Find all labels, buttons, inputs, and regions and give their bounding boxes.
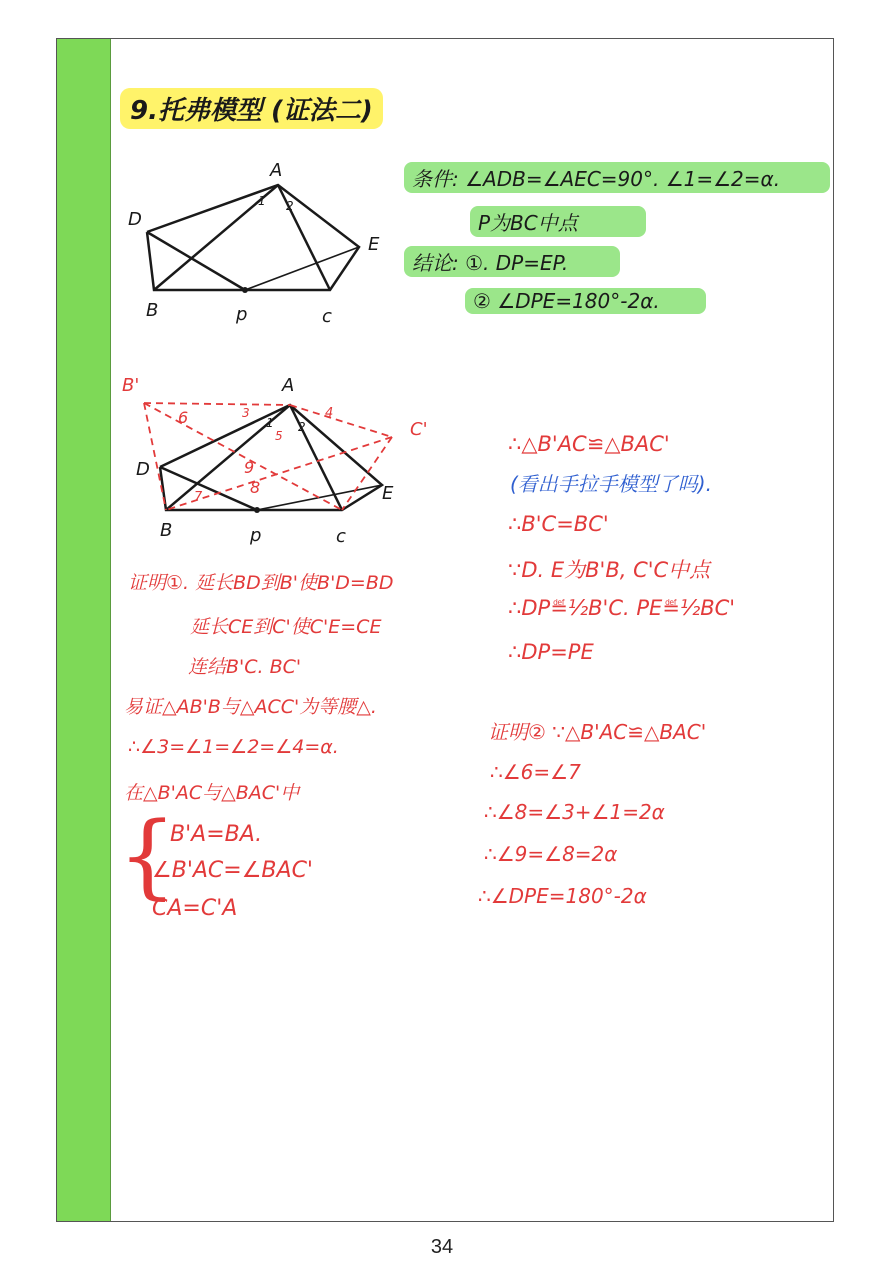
label-angle5: 5 <box>275 429 283 443</box>
label-d2: D <box>136 459 150 480</box>
label-b2: B <box>160 520 173 541</box>
right-proof-6: ∴DP=PE <box>508 640 594 664</box>
right-proof-5: ∴DP≝½B'C. PE≝½BC' <box>508 596 736 620</box>
right-proof-8: ∴∠6=∠7 <box>490 760 581 784</box>
right-proof-7: 证明② ∵△B'AC≌△BAC' <box>488 720 707 744</box>
label-b: B <box>146 300 159 321</box>
system-brace: { <box>118 802 177 909</box>
label-e: E <box>368 234 380 255</box>
label-angle8: 8 <box>250 478 261 497</box>
right-proof-10: ∴∠9=∠8=2α <box>484 842 618 866</box>
left-proof-5: ∴∠3=∠1=∠2=∠4=α. <box>128 736 339 758</box>
green-margin-bar <box>57 39 111 1221</box>
label-angle1b: 1 <box>266 416 274 430</box>
label-e2: E <box>382 483 394 504</box>
page-number: 34 <box>430 1236 454 1258</box>
label-c: c <box>322 306 332 327</box>
label-angle1: 1 <box>258 194 266 208</box>
condition-line-1: 条件: ∠ADB=∠AEC=90°. ∠1=∠2=α. <box>404 162 830 193</box>
segment-dp <box>147 232 245 290</box>
label-angle4: 4 <box>325 406 334 421</box>
right-proof-3: ∴B'C=BC' <box>508 512 609 536</box>
label-angle9: 9 <box>244 458 255 477</box>
segment-pe <box>245 247 359 290</box>
label-a: A <box>270 160 283 181</box>
label-c2: c <box>336 526 346 547</box>
left-proof-4: 易证△AB'B与△ACC'为等腰△. <box>124 696 377 718</box>
left-proof-6: 在△B'AC与△BAC'中 <box>124 782 300 804</box>
label-p: p <box>236 304 248 325</box>
page-title: 9.托弗模型 (证法二) <box>120 88 383 129</box>
system-line-1: B'A=BA. <box>170 822 263 847</box>
condition-line-2: P为BC中点 <box>470 206 646 237</box>
label-angle2: 2 <box>286 199 294 213</box>
label-angle7: 7 <box>194 490 203 505</box>
right-proof-2: (看出手拉手模型了吗). <box>510 472 712 496</box>
left-proof-2: 延长CE到C'使C'E=CE <box>190 616 382 638</box>
left-proof-1: 证明①. 延长BD到B'使B'D=BD <box>128 572 394 594</box>
diagram-2 <box>120 365 440 550</box>
left-proof-3: 连结B'C. BC' <box>188 656 302 678</box>
right-proof-1: ∴△B'AC≌△BAC' <box>508 432 670 456</box>
diagram-1 <box>120 150 390 330</box>
right-proof-11: ∴∠DPE=180°-2α <box>478 884 647 908</box>
label-b-prime: B' <box>122 375 140 396</box>
conclusion-line-2: ② ∠DPE=180°-2α. <box>465 288 706 314</box>
right-proof-9: ∴∠8=∠3+∠1=2α <box>484 800 665 824</box>
outline-polygon <box>147 185 359 290</box>
right-proof-4: ∵D. E为B'B, C'C中点 <box>508 558 711 582</box>
label-p2: p <box>250 525 262 546</box>
conclusion-line-1: 结论: ①. DP=EP. <box>404 246 620 277</box>
label-angle6: 6 <box>178 408 189 427</box>
system-line-3: CA=C'A <box>152 896 238 921</box>
system-line-2: ∠B'AC=∠BAC' <box>152 858 313 883</box>
label-a2: A <box>282 375 295 396</box>
label-angle2b: 2 <box>298 420 306 434</box>
label-d: D <box>128 209 142 230</box>
label-angle3: 3 <box>242 406 250 420</box>
label-c-prime: C' <box>410 419 428 440</box>
